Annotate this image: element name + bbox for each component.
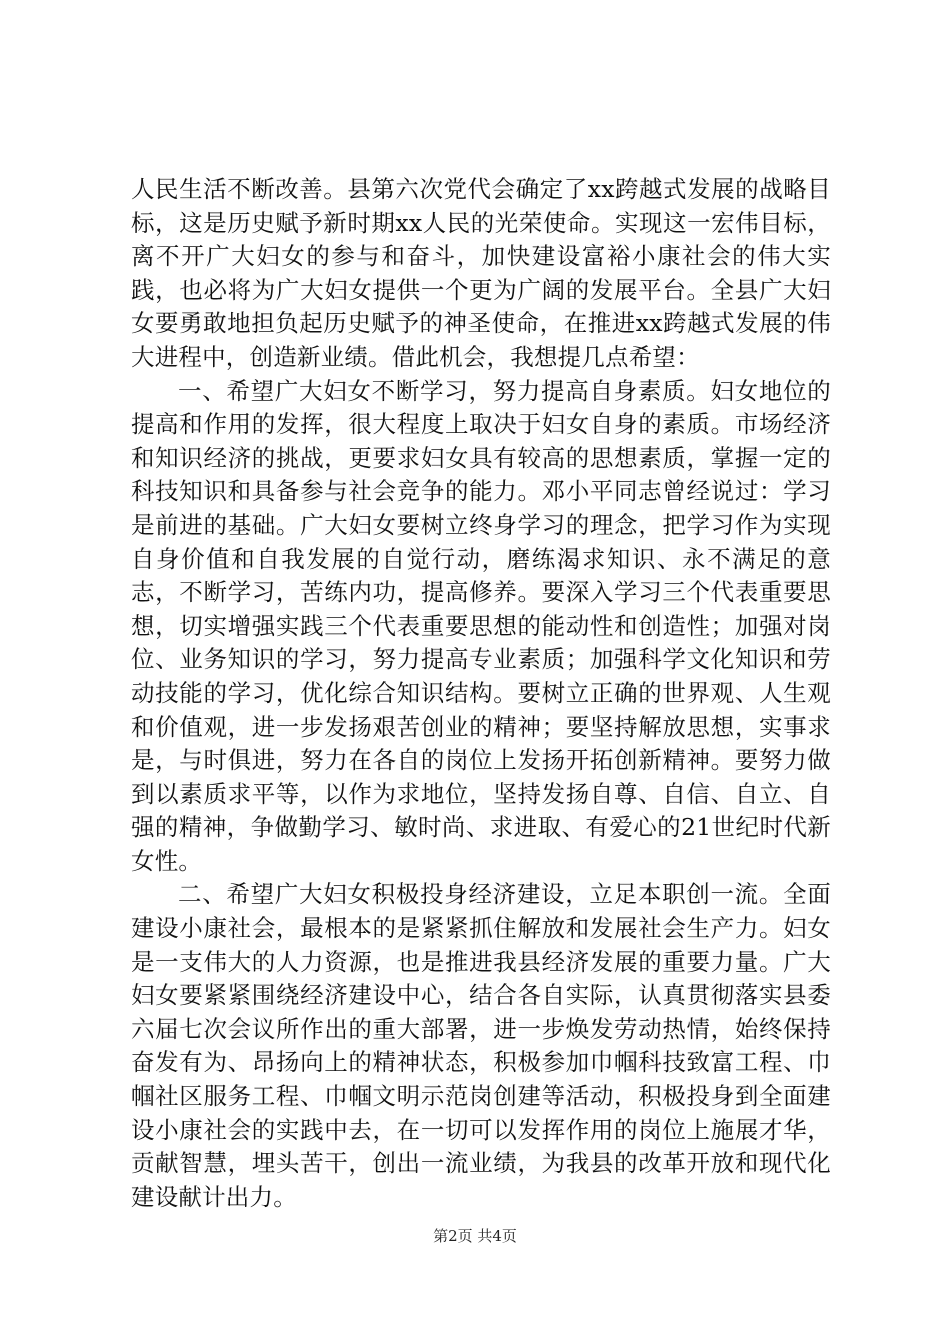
page-number-footer: 第2页 共4页 (433, 1227, 517, 1245)
paragraph-continuation: 人民生活不断改善。县第六次党代会确定了xx跨越式发展的战略目标，这是历史赋予新时期xx人民的光荣使命。实现这一宏伟目标，离不开广大妇女的参与和奋斗，加快建设富裕小康社会的伟大实践，也必将为广大妇女提供一个更为广阔的发展平台。全县广大妇女要勇敢地担负起历史赋予的神圣使命，在推进xx跨越式发展的伟大进程中，创造新业绩。借此机会，我想提几点希望： (131, 175, 831, 371)
paragraph-hope-two: 二、希望广大妇女积极投身经济建设，立足本职创一流。全面建设小康社会，最根本的是紧紧抓住解放和发展社会生产力。妇女是一支伟大的人力资源，也是推进我县经济发展的重要力量。广大妇女要紧紧围绕经济建设中心，结合各自实际，认真贯彻落实县委六届七次会议所作出的重大部署，进一步焕发劳动热情，始终保持奋发有为、昂扬向上的精神状态，积极参加巾帼科技致富工程、巾帼社区服务工程、巾帼文明示范岗创建等活动，积极投身到全面建设小康社会的实践中去，在一切可以发挥作用的岗位上施展才华，贡献智慧，埋头苦干，创出一流业绩，为我县的改革开放和现代化建设献计出力。 (131, 880, 831, 1211)
body-text (131, 173, 831, 1214)
paragraph-hope-one: 一、希望广大妇女不断学习，努力提高自身素质。妇女地位的提高和作用的发挥，很大程度上取决于妇女自身的素质。市场经济和知识经济的挑战，更要求妇女具有较高的思想素质，掌握一定的科技知识和具备参与社会竞争的能力。邓小平同志曾经说过：学习是前进的基础。广大妇女要树立终身学习的理念，把学习作为实现自身价值和自我发展的自觉行动，磨练渴求知识、永不满足的意志，不断学习，苦练内功，提高修养。要深入学习三个代表重要思想，切实增强实践三个代表重要思想的能动性和创造性；加强对岗位、业务知识的学习，努力提高专业素质；加强科学文化知识和劳动技能的学习，优化综合知识结构。要树立正确的世界观、人生观和价值观，进一步发扬艰苦创业的精神；要坚持解放思想，实事求是，与时俱进，努力在各自的岗位上发扬开拓创新精神。要努力做到以素质求平等，以作为求地位，坚持发扬自尊、自信、自立、自强的精神，争做勤学习、敏时尚、求进取、有爱心的21世纪时代新女性。 (131, 376, 831, 875)
